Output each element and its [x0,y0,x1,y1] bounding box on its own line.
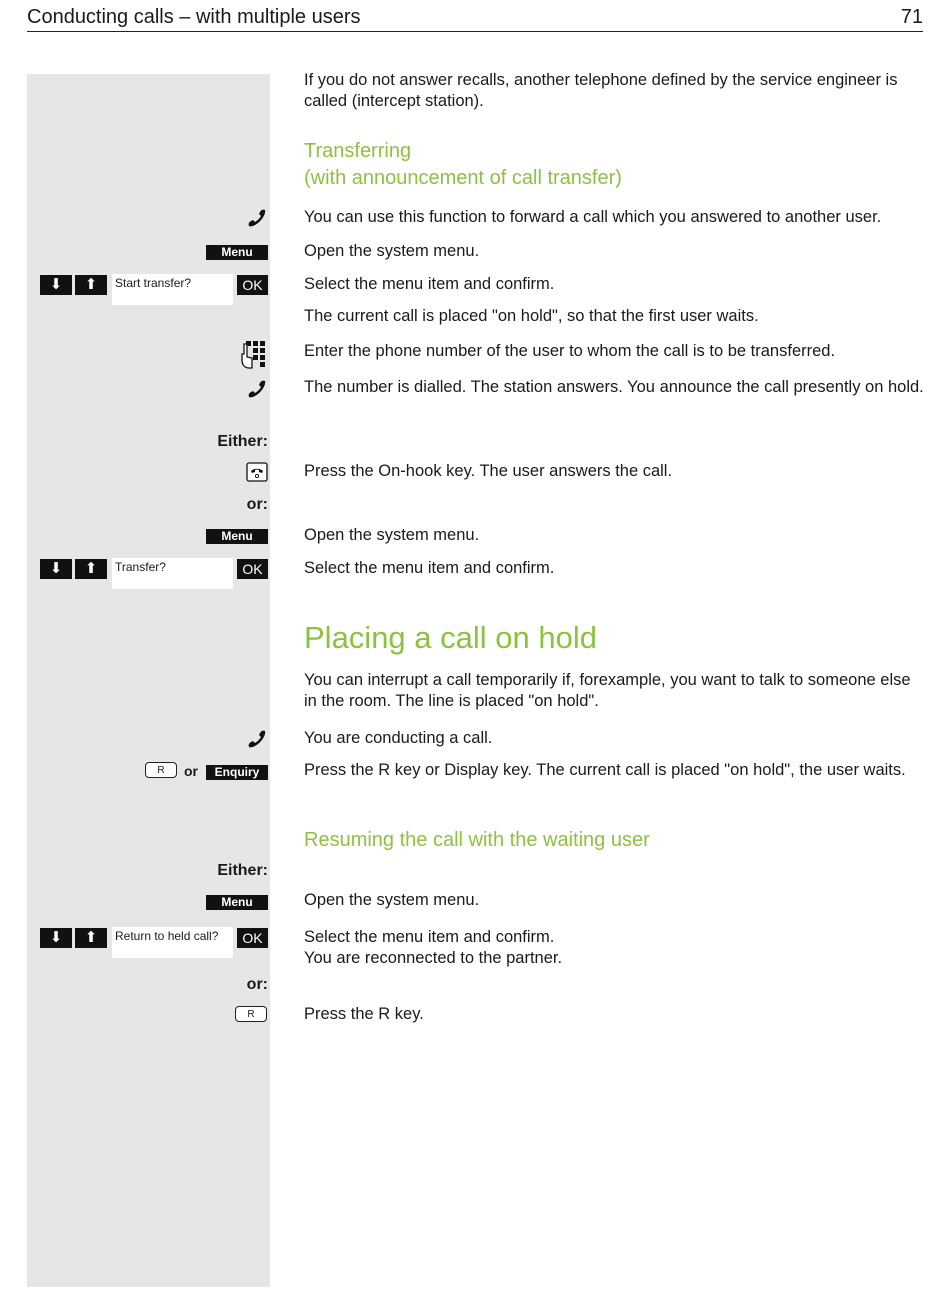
up-arrow-icon[interactable]: ⬆ [75,275,107,295]
keypad-icon [241,340,268,370]
up-arrow-icon[interactable]: ⬆ [75,559,107,579]
up-arrow-icon[interactable]: ⬆ [75,928,107,948]
ok-button[interactable]: OK [237,559,268,579]
enquiry-key[interactable]: Enquiry [206,765,268,780]
resume-step-1: Open the system menu. [304,891,480,909]
down-arrow-icon[interactable]: ⬇ [40,559,72,579]
transfer-step-6: The number is dialled. The station answers. You announce the call presently on hold. [304,378,924,396]
page-header [27,5,923,32]
hold-intro: You can interrupt a call temporarily if, forexample, you want to talk to someone else in the room. The line is placed "on hold". [304,671,911,710]
ok-button[interactable]: OK [237,928,268,948]
or-label: or: [246,496,268,513]
transfer-step-1: You can use this function to forward a call which you answered to another user. [304,208,882,226]
display-return-held: Return to held call? [112,927,233,958]
menu-key[interactable]: Menu [206,529,268,544]
transfer-step-2: Open the system menu. [304,242,480,260]
transfer-step-5: Enter the phone number of the user to whom the call is to be transferred. [304,342,836,360]
resume-step-2: Select the menu item and confirm. You are reconnected to the partner. [304,928,563,967]
handset-icon [246,207,268,229]
transfer-step-7: Press the On-hook key. The user answers the call. [304,462,673,480]
either-label: Either: [217,433,268,450]
down-arrow-icon[interactable]: ⬇ [40,928,72,948]
or-joiner: or [184,763,198,779]
r-key[interactable]: R [235,1006,267,1022]
menu-key[interactable]: Menu [206,245,268,260]
display-transfer: Transfer? [112,558,233,589]
transfer-step-8: Open the system menu. [304,526,480,544]
page-number: 71 [900,6,923,28]
handset-icon [246,378,268,400]
page-title: Conducting calls – with multiple users [27,6,361,28]
transfer-step-9: Select the menu item and confirm. [304,559,555,577]
transfer-step-3: Select the menu item and confirm. [304,275,555,293]
menu-key[interactable]: Menu [206,895,268,910]
ok-button[interactable]: OK [237,275,268,295]
r-key[interactable]: R [145,762,177,778]
either-label: Either: [217,862,268,879]
display-start-transfer: Start transfer? [112,274,233,305]
hold-heading: Placing a call on hold [304,620,597,655]
hold-step-2: Press the R key or Display key. The current call is placed "on hold", the user waits. [304,761,906,779]
resume-heading: Resuming the call with the waiting user [304,829,650,851]
transfer-step-4: The current call is placed "on hold", so that the first user waits. [304,307,759,325]
hold-step-1: You are conducting a call. [304,729,493,747]
handset-icon [246,728,268,750]
down-arrow-icon[interactable]: ⬇ [40,275,72,295]
transferring-heading: Transferring (with announcement of call transfer) [304,140,622,189]
resume-step-3: Press the R key. [304,1005,424,1023]
on-hook-key-icon[interactable] [246,462,268,482]
or-label: or: [246,976,268,993]
intro-text: If you do not answer recalls, another telephone defined by the service engineer is called (intercept station). [304,71,898,110]
